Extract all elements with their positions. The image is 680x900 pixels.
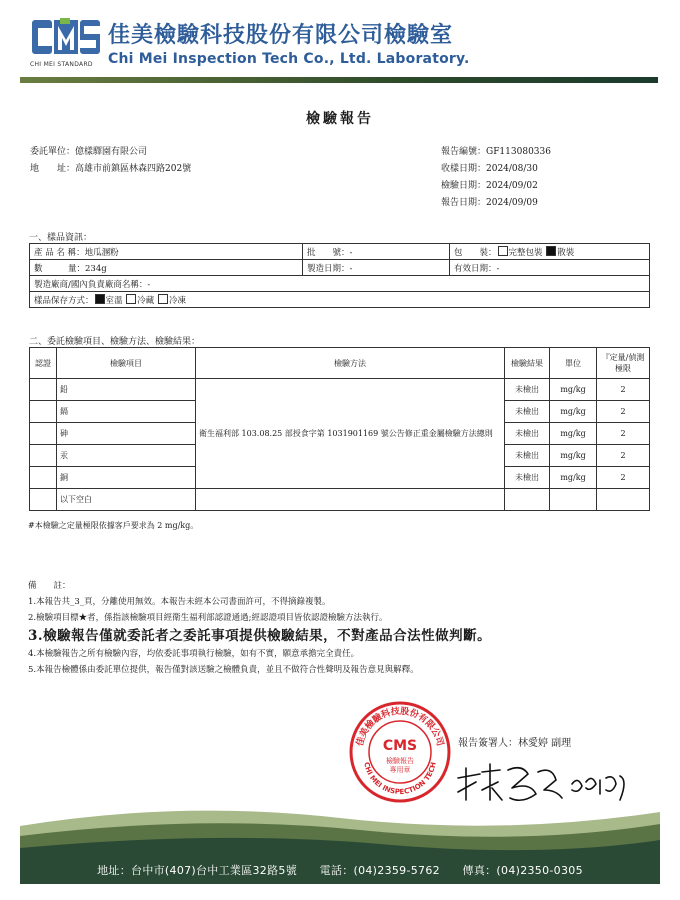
footer-contact: 地址：台中市(407)台中工業區32路5號 電話：(04)2359-5762 傳真：(04)2350-0305 xyxy=(97,864,583,877)
note-3: 3.檢驗報告僅就委託者之委託事項提供檢驗結果，不對產品合法性做判斷。 xyxy=(28,628,492,644)
report-title: 檢驗報告 xyxy=(306,111,374,127)
col-cert: 認證 xyxy=(30,348,57,379)
svg-text:CMS: CMS xyxy=(382,738,418,754)
item-limit: 2 xyxy=(597,445,650,467)
item-result: 未檢出 xyxy=(505,423,550,445)
package-complete-checkbox xyxy=(498,246,508,256)
logo-subtitle: CHI MEI STANDARD xyxy=(30,61,93,68)
item-name: 汞 xyxy=(57,445,196,467)
sample-package: 包 裝： 完整包裝 散裝 xyxy=(450,244,650,260)
note-4: 4.本檢驗報告之所有檢驗內容，均依委託事項執行檢驗，如有不實，願意承擔完全責任。 xyxy=(28,649,360,659)
note-1: 1.本報告共_3_頁，分離使用無效。本報告未經本公司書面許可，不得摘錄複製。 xyxy=(28,597,331,607)
sample-storage: 樣品保存方式： 室溫 冷藏 冷凍 xyxy=(30,292,650,308)
item-limit: 2 xyxy=(597,379,650,401)
sample-section-title: 一、樣品資訊： xyxy=(29,233,93,243)
sample-mfg-date: 製造日期：- xyxy=(303,260,450,276)
item-unit: mg/kg xyxy=(550,445,597,467)
item-name: 銅 xyxy=(57,467,196,489)
col-unit: 單位 xyxy=(550,348,597,379)
item-limit: 2 xyxy=(597,401,650,423)
company-name-cn: 佳美檢驗科技股份有限公司檢驗室 xyxy=(108,23,454,48)
table-row xyxy=(30,379,650,401)
item-limit: 2 xyxy=(597,423,650,445)
item-result: 未檢出 xyxy=(505,401,550,423)
item-name: 鎘 xyxy=(57,401,196,423)
report-signer: 報告簽署人：林愛婷 副理 xyxy=(458,738,572,749)
svg-text:CHI MEI INSPECTION TECH: CHI MEI INSPECTION TECH xyxy=(362,761,438,797)
handwritten-signature xyxy=(452,760,632,808)
notes-title: 備 註： xyxy=(28,581,71,591)
svg-text:檢驗報告: 檢驗報告 xyxy=(386,757,414,765)
report-date: 報告日期：2024/09/09 xyxy=(441,198,538,208)
client-address: 地 址：高雄市前鎮區林森四路202號 xyxy=(30,164,192,174)
test-method: 衛生福利部 103.08.25 部授食字第 1031901169 號公告修正重金屬檢驗方法總則 xyxy=(196,379,505,489)
table-end-row xyxy=(30,489,650,511)
sample-exp-date: 有效日期：- xyxy=(450,260,650,276)
storage-room-checkbox xyxy=(95,294,105,304)
received-date: 收樣日期：2024/08/30 xyxy=(441,164,538,174)
item-unit: mg/kg xyxy=(550,401,597,423)
note-2: 2.檢驗項目標★者，係指該檢驗項目經衛生福利部認證通過;經認證項目皆依認證檢驗方法執行。 xyxy=(28,613,388,623)
client-unit: 委託單位：億樣驛園有限公司 xyxy=(30,147,148,157)
storage-fridge-checkbox xyxy=(126,294,136,304)
sample-manufacturer: 製造廠商/國內負責廠商名稱：- xyxy=(30,276,650,292)
item-unit: mg/kg xyxy=(550,379,597,401)
sample-info-table xyxy=(29,243,650,308)
results-table xyxy=(29,347,650,511)
official-seal xyxy=(348,700,452,804)
report-number: 報告編號：GF113080336 xyxy=(441,147,551,157)
notes xyxy=(28,578,491,678)
report-info xyxy=(441,144,551,212)
company-name-en: Chi Mei Inspection Tech Co., Ltd. Laboratory. xyxy=(108,51,470,67)
col-method: 檢驗方法 xyxy=(196,348,505,379)
item-unit: mg/kg xyxy=(550,467,597,489)
item-result: 未檢出 xyxy=(505,467,550,489)
item-result: 未檢出 xyxy=(505,445,550,467)
limit-footnote: #本檢驗之定量極限依據客戶要求為 2 mg/kg。 xyxy=(28,521,199,530)
svg-text:專用章: 專用章 xyxy=(389,766,411,774)
package-bulk-checkbox xyxy=(546,246,556,256)
client-info xyxy=(30,144,191,178)
svg-text:佳美檢驗科技股份有限公司: 佳美檢驗科技股份有限公司 xyxy=(355,706,445,748)
col-item: 檢驗項目 xyxy=(57,348,196,379)
item-name: 砷 xyxy=(57,423,196,445)
item-unit: mg/kg xyxy=(550,423,597,445)
col-limit: 『定量/偵測極限 xyxy=(597,348,650,379)
sample-lot: 批 號：- xyxy=(303,244,450,260)
end-of-table: 以下空白 xyxy=(57,489,196,511)
item-name: 鉛 xyxy=(57,379,196,401)
item-result: 未檢出 xyxy=(505,379,550,401)
sample-quantity: 數 量：234g xyxy=(30,260,303,276)
company-logo xyxy=(32,18,102,58)
test-date: 檢驗日期：2024/09/02 xyxy=(441,181,538,191)
results-section-title: 二、委託檢驗項目、檢驗方法、檢驗結果： xyxy=(29,337,201,347)
storage-frozen-checkbox xyxy=(158,294,168,304)
item-limit: 2 xyxy=(597,467,650,489)
header-divider-bar xyxy=(20,77,658,83)
sample-name: 產 品 名 稱：地瓜溷粉 xyxy=(30,244,303,260)
col-result: 檢驗結果 xyxy=(505,348,550,379)
note-5: 5.本報告檢體係由委託單位提供，報告僅對該送驗之檢體負責，並且不做符合性聲明及報告意見與解釋。 xyxy=(28,665,419,675)
